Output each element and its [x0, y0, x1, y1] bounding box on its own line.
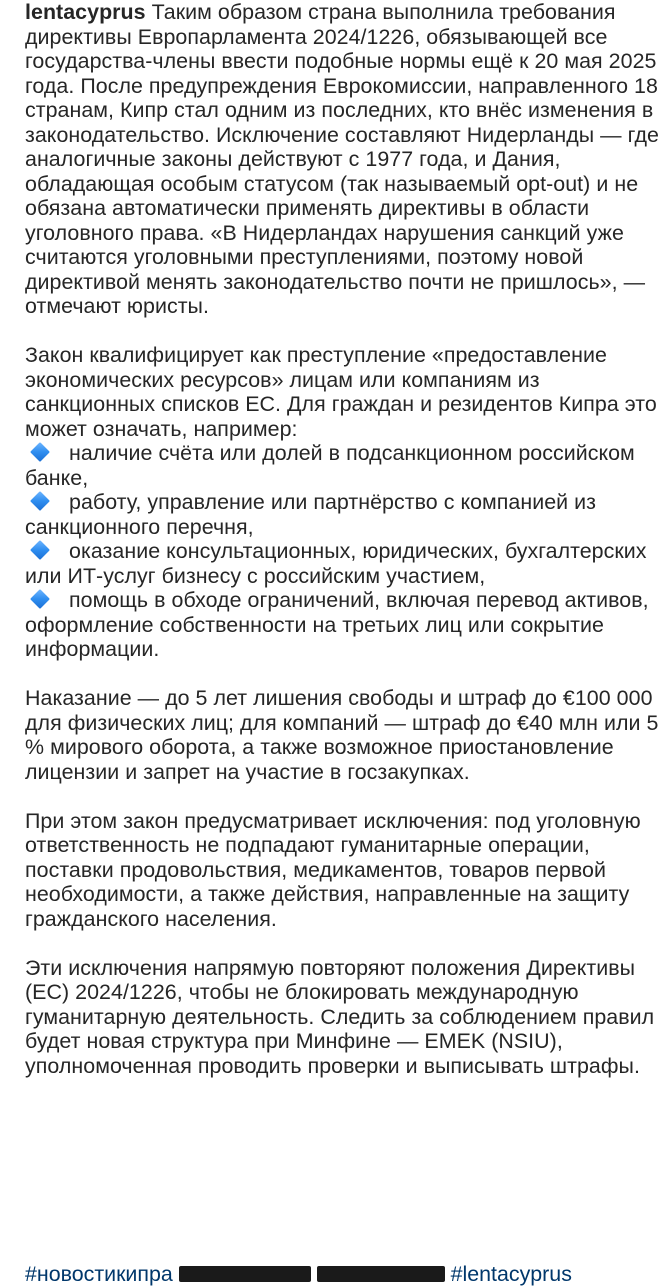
paragraph-gap — [25, 319, 665, 344]
caption-paragraph-4: При этом закон предусматривает исключения: под уголовную ответственность не подпадают гуманитарные операции, поставки продовольствия, медикаментов, товаров первой необходимости, а также действия, направленные на защиту гражданского населения. — [25, 808, 641, 931]
paragraph-gap — [25, 662, 665, 687]
hashtag-row — [25, 1262, 572, 1287]
caption-paragraph-3: Наказание — до 5 лет лишения свободы и штраф до €100 000 для физических лиц; для компаний — штраф до €40 млн или 5 % мирового оборота, а также возможное приостановление лицензии и запрет на участие в госзакупках. — [25, 686, 659, 784]
blue-diamond-icon — [30, 491, 50, 511]
blue-diamond-icon — [30, 589, 50, 609]
bullet-item — [25, 539, 665, 588]
blue-diamond-icon — [30, 442, 50, 462]
hashtag-link[interactable]: #новостикипра — [25, 1262, 173, 1286]
bullet-item — [25, 588, 665, 662]
paragraph-gap — [25, 931, 665, 956]
caption-paragraph-5: Эти исключения напрямую повторяют положения Директивы (ЕС) 2024/1226, чтобы не блокировать международную гуманитарную деятельность. Следить за соблюдением правил будет новая структура при Минфине — ΕΜΕΚ (NSIU), уполномоченная проводить проверки и выписывать штрафы. — [25, 955, 655, 1078]
author-username[interactable]: lentacyprus — [25, 0, 146, 24]
bullet-text: оказание консультационных, юридических, бухгалтерских или ИТ-услуг бизнесу с российским участием, — [25, 539, 647, 588]
bullet-text: наличие счёта или долей в подсанкционном российском банке, — [25, 441, 635, 490]
caption-text-1: Таким образом страна выполнила требования директивы Европарламента 2024/1226, обязывающей все государства-члены ввести подобные нормы ещё к 20 мая 2025 года. После предупреждения Еврокомиссии, направленного 18 странам, Кипр стал одним из последних, кто внёс изменения в законодательство. Исключение составляют Нидерланды — где аналогичные законы действуют с 1977 года, и Дания, обладающая особым статусом (так называемый opt-out) и не обязана автоматически применять директивы в области уголовного права. «В Нидерландах нарушения санкций уже считаются уголовными преступлениями, поэтому новой директивой менять законодательство почти не пришлось», — отмечают юристы. — [25, 0, 659, 318]
bullet-text: работу, управление или партнёрство с компанией из санкционного перечня, — [25, 490, 597, 539]
hashtag-link[interactable]: #lentacyprus — [450, 1262, 572, 1286]
bullet-item — [25, 490, 665, 539]
post-caption — [25, 0, 665, 1078]
bullet-item — [25, 441, 665, 490]
caption-paragraph-1 — [25, 0, 665, 319]
bullet-text: помощь в обходе ограничений, включая перевод активов, оформление собственности на третьих лиц или сокрытие информации. — [25, 588, 649, 661]
caption-paragraph-2: Закон квалифицирует как преступление «предоставление экономических ресурсов» лицам или компаниям из санкционных списков ЕС. Для граждан и резидентов Кипра это может означать, например: — [25, 343, 657, 441]
paragraph-gap — [25, 784, 665, 809]
blue-diamond-icon — [30, 540, 50, 560]
